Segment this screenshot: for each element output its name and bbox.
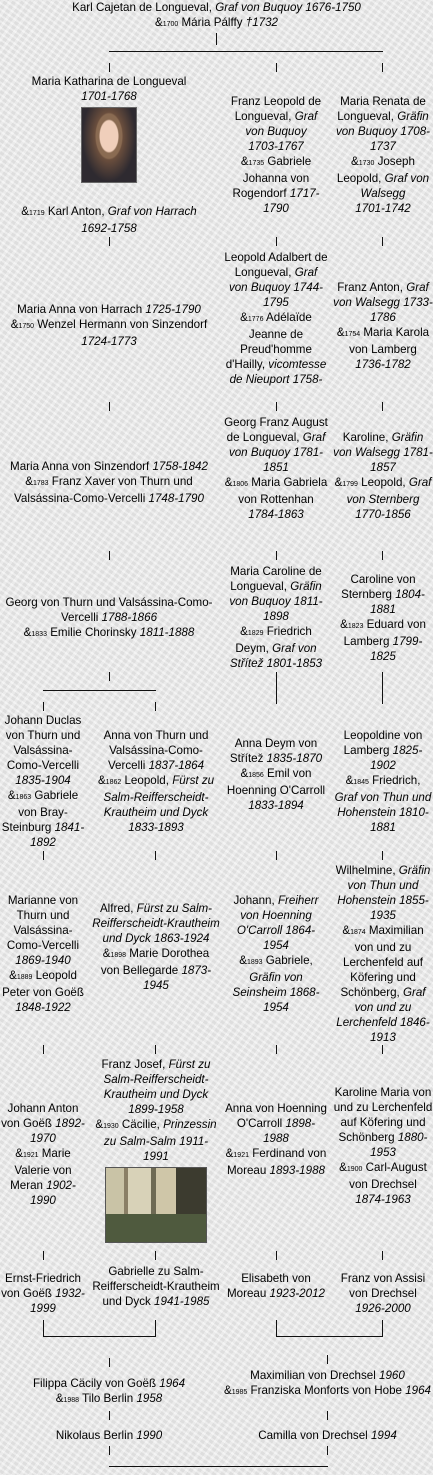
connector-line [155,1320,156,1336]
person-marianne-thurn [0,893,86,1015]
text-run: Leopoldine von Lamberg [343,729,423,757]
text-run: & [239,954,247,967]
person-text [92,1057,220,1164]
text-run: 1758-1842 [152,460,208,473]
text-run: Graf von Harrach [107,205,197,218]
text-run: Elisabeth von Moreau [227,1272,311,1300]
text-run: 1748-1790 [148,492,204,505]
text-run: Georg Franz August de Longueval, [224,416,328,444]
connector-line [382,63,383,72]
text-run: Johann Duclas von Thurn und Valsássina-Como-Vercelli [4,714,82,772]
text-run: Maria Karola von Lamberg [349,326,430,356]
text-run: & [25,475,33,488]
text-run: 1889 [16,974,33,981]
connector-line [109,402,110,411]
text-run: & [240,155,249,168]
text-run: 1862 [105,779,122,786]
text-run: & [21,205,30,218]
text-run: 1921 [233,1152,249,1159]
connector-line [382,402,383,411]
text-run: 1811-1888 [139,626,195,639]
text-run: Marie Dorothea von Bellegarde [100,947,210,977]
connector-line [382,237,383,246]
person-franz-anton [333,280,433,372]
text-run: Leopold, [357,476,409,489]
person-anna-thurn [92,728,220,835]
text-run: Gräfin von Buquoy 1811-1898 [229,580,323,623]
text-run: 1985 [231,1389,248,1396]
text-run: 1823 [347,623,364,630]
person-camilla [222,1428,433,1443]
text-run: Fürst zu Salm-Reifferscheidt-Krautheim und Dyck 1863-1924 [92,902,220,945]
text-run: 1941-1985 [154,1295,210,1308]
person-johann-hoenning [224,893,328,1015]
spouse-karl-anton [0,204,218,236]
text-run: 1892-1970 [30,1117,85,1145]
text-run: 1923-2012 [269,1287,325,1300]
text-run: Karl Anton, [44,205,108,218]
text-run: 1898-1988 [263,1117,316,1145]
text-run: & [10,318,19,331]
person-leopold-adalbert [224,250,328,387]
text-run: 1750 [18,323,35,330]
root-spouse [0,15,433,32]
text-run: & [339,1161,347,1174]
text-run: Graf von Buquoy 1781-1851 [228,431,326,474]
connector-line [382,551,383,560]
text-run: Maria Renata de Longueval, [337,95,426,123]
text-run: & [225,1147,234,1160]
text-run: 1724-1773 [81,335,137,348]
text-run: Karoline, [342,431,392,444]
text-run: Gabriele Johanna von Rogendorf [232,155,312,200]
text-run: Franz Josef, [101,1058,169,1071]
text-run: Carl-August von Drechsel [349,1161,427,1191]
text-run: Joseph Leopold, [336,155,415,185]
text-run: 1990 [136,1429,163,1442]
text-run: 1703-1767 [248,140,304,153]
text-run: Fürst zu Salm-Reifferscheidt-Krautheim und Dyck 1899-1958 [103,1058,211,1116]
text-run: 1717-1790 [263,187,320,215]
text-run: 1921 [22,1152,39,1159]
text-run: Graf von Sternberg 1770-1856 [346,476,432,521]
connector-line [109,237,110,246]
connector-line [43,1045,44,1054]
person-ernst-friedrich [0,1271,86,1316]
connector-line [382,851,383,860]
text-run: Anna von Thurn und Valsássina-Como-Vercelli [103,729,209,772]
text-run: Graf von und zu Lerchenfeld 1846-1913 [336,986,430,1044]
text-run: Karoline Maria von und zu Lerchenfeld auf Köfering und Schönberg [333,1086,433,1144]
text-run: 1725-1790 [145,303,201,316]
text-run: Franz Xaver von Thurn und Valsássina-Como-Vercelli [14,475,193,505]
connector-line [109,672,110,681]
text-run: Graf von Buquoy 1676-1750 [215,1,361,14]
text-run: & [15,1147,23,1160]
text-run: 1754 [344,331,361,338]
connector-line [276,1251,277,1260]
text-run: 1776 [247,316,264,323]
text-run: Friedrich, [368,774,421,787]
person-maria-anna-sinzendorf [0,459,218,506]
text-run: 1964 [405,1384,431,1397]
connector-line [276,851,277,860]
text-run: Franziska Monforts von Hobe [247,1384,406,1397]
text-run: 1719 [29,210,45,217]
text-run: 1958 [136,1392,163,1405]
text-run: Graf von Walsegg 1733-1786 [333,281,433,324]
connector-line [43,1336,156,1337]
person-karoline-walsegg [333,430,433,522]
person-leopoldine-lamberg [333,728,433,835]
text-run: 1988 [63,1397,80,1404]
text-run: Johann, [233,894,278,907]
person-franz-josef [92,1057,220,1246]
person-wilhelmine-thun [333,863,433,1045]
text-run: Marie Valerie von Meran [10,1147,72,1192]
text-run: 1869-1940 [15,954,71,967]
text-run: & [351,155,359,168]
connector-line [276,237,277,246]
text-run: 1911-1991 [143,1135,209,1163]
text-run: Graf von Střítež [229,642,317,670]
connector-line [109,1466,328,1467]
text-run: & [154,16,163,29]
person-karoline-maria [333,1085,433,1207]
connector-line [109,63,110,72]
text-run: 1874 [350,929,366,936]
text-run: Maria Caroline de Longueval, [230,565,322,593]
text-run: & [345,774,354,787]
root-person [0,0,433,15]
connector-line [216,33,217,45]
text-run: 1692-1758 [81,222,137,235]
connector-line [43,1320,44,1336]
text-run: 1893 [246,959,263,966]
text-run: Marianne von Thurn und Valsássina-Como-Vercelli [6,894,80,952]
connector-line [327,1411,328,1420]
text-run: Mária Pálffy [178,16,246,29]
text-run: Gräfin von Buquoy 1708-1737 [335,110,431,153]
text-run: 1845 [353,779,369,786]
text-run: Maria Katharina de Longueval [31,75,187,88]
text-run: 1806 [232,481,249,488]
text-run: 1701-1768 [81,90,137,103]
text-run: Franz Leopold de Longueval, [230,95,322,123]
text-run: 1829 [247,630,264,637]
text-run: Maximilian von Drechsel [250,1369,380,1382]
text-run: & [55,1392,64,1405]
text-run: Leopold Peter von Goëß [2,969,84,999]
text-run: 1736-1782 [355,358,411,371]
connector-line [43,1251,44,1260]
connector-line [276,1045,277,1054]
person-text [0,74,218,104]
text-run: Franz von Assisi von Drechsel [340,1272,426,1300]
person-johann-duclas [0,713,86,850]
text-run: 1783 [33,480,49,487]
person-filippa [0,1376,218,1408]
text-run: 1788-1866 [101,611,158,624]
text-run: Nikolaus Berlin [55,1429,137,1442]
text-run: 1825-1902 [370,744,423,772]
text-run: 1841-1892 [30,821,85,849]
person-maria-renata [333,94,433,216]
connector-line [276,551,277,560]
person-anna-hoenning [224,1101,328,1178]
person-franz-von-assisi [333,1271,433,1316]
connector-line [382,672,383,704]
connector-line [276,63,277,72]
text-run: 1932-1999 [30,1287,85,1315]
text-run: Tilo Berlin [79,1392,137,1405]
text-run: & [7,789,16,802]
person-maximilian [222,1368,433,1400]
text-run: 1960 [379,1369,405,1382]
text-run: 1730 [358,160,375,167]
text-run: 1856 [248,772,264,779]
connector-line [155,851,156,860]
text-run: & [23,626,32,639]
text-run: 1900 [346,1166,363,1173]
text-run: Wenzel Hermann von Sinzendorf [34,318,208,331]
connector-line [276,672,277,704]
text-run: Johann Anton von Goëß [1,1102,79,1130]
connector-line [155,702,156,711]
text-run: Eduard von Lamberg [343,618,426,648]
connector-line [276,402,277,411]
connector-line [109,1358,110,1367]
text-run: 1833 [31,631,47,638]
text-run: Graf von Buquoy [245,110,318,138]
text-run: Maria Anna von Sinzendorf [10,460,153,473]
connector-line [43,690,156,691]
connector-line [327,1446,328,1455]
text-run: Emilie Chorinsky [46,626,140,639]
connector-line [43,851,44,860]
text-run: Alfred, [99,902,137,915]
text-run: Prinzessin zu Salm-Salm [103,1118,217,1148]
text-run: 1893-1988 [269,1164,325,1177]
text-run: 1837-1864 [148,759,205,772]
text-run: & [95,1118,104,1131]
text-run: Gabriele, [262,954,313,967]
text-run: & [340,618,348,631]
text-run: 1700 [162,21,179,28]
text-run: Graf von Thun und Hohenstein 1810-1881 [334,791,432,834]
person-gabrielle-salm [92,1264,220,1309]
text-run: & [240,625,248,638]
text-run: & [224,1384,232,1397]
person-maria-caroline [224,564,328,671]
text-run: 1835-1904 [15,774,71,787]
connector-line [276,1336,383,1337]
text-run: Leopold, [121,774,173,787]
connector-line [109,551,110,560]
person-georg-thurn [0,595,218,642]
text-run: 1801-1853 [266,657,323,670]
person-maria-anna-harrach [0,302,218,349]
text-run: 1735 [248,160,265,167]
castle-photo [105,1167,207,1243]
text-run: 1880-1953 [370,1131,428,1159]
text-run: 1964 [159,1377,186,1390]
person-georg-franz-august [224,415,328,522]
text-run: Friedrich Deym, [235,625,312,655]
text-run: Maximilian von und zu Lerchenfeld auf Köfering und Schönberg, [340,924,424,999]
text-run: Ernst-Friedrich von Goëß [1,1272,82,1300]
text-run: 1799 [342,481,358,488]
connector-line [327,1355,328,1364]
text-run: 1898 [110,952,127,959]
text-run: Anna von Hoenning O'Carroll [225,1102,327,1130]
text-run: Gräfin von Walsegg 1781-1857 [333,431,433,474]
text-run: Wilhelmine, [335,864,399,877]
text-run: Cäcilie, [118,1118,164,1131]
text-run: vicomtesse de Nieuport 1758- [229,358,327,386]
portrait-image [81,107,137,183]
text-run: Leopold Adalbert de Longueval, [224,251,328,279]
text-run: Graf von Walsegg [360,172,430,200]
text-run: 1701-1742 [355,202,411,215]
connector-line [43,702,44,711]
text-run: Maria Anna von Harrach [17,303,146,316]
connector-line [382,1045,383,1054]
person-johann-anton [0,1101,86,1208]
person-caroline-sternberg [333,572,433,664]
text-run: 1926-2000 [355,1302,411,1315]
person-nikolaus [0,1428,218,1443]
connector-line [155,1251,156,1260]
text-run: Georg von Thurn und Valsássina-Como-Vercelli [5,596,213,624]
text-run: Adélaïde Jeanne de Preud'homme d'Hailly, [225,311,312,371]
text-run: 1930 [103,1123,119,1130]
text-run: & [240,767,249,780]
connector-line [109,1411,110,1420]
text-run: Emil von Hoenning O'Carroll [226,767,326,797]
text-run: Gabriele von Bray-Steinburg [1,789,79,834]
text-run: & [342,924,351,937]
text-run: & [240,311,248,324]
connector-line [109,51,383,52]
text-run: Graf von Buquoy 1744-1795 [228,266,324,309]
person-alfred-salm [92,901,220,993]
text-run: 1799-1825 [370,635,423,663]
text-run: Anna Deym von Střítež [229,737,318,765]
person-anna-deym [224,736,328,813]
text-run: 1833-1894 [248,799,304,812]
text-run: 1784-1863 [248,508,304,521]
person-maria-katharina [0,74,218,186]
connector-line [155,1045,156,1054]
text-run: Gräfin von Thun und Hohenstein 1855-1935 [337,864,431,922]
text-run: & [334,476,343,489]
text-run: 1863 [15,794,32,801]
text-run: Filippa Cäcily von Goëß [32,1377,160,1390]
text-run: & [102,947,111,960]
text-run: 1848-1922 [15,1001,71,1014]
text-run: 1902-1990 [30,1179,76,1207]
text-run: Freiherr von Hoenning O'Carroll 1864-1954 [236,894,319,952]
text-run: & [97,774,106,787]
text-run: Karl Cajetan de Longueval, [72,1,216,14]
text-run: & [9,969,17,982]
connector-line [276,1320,277,1336]
text-run: Franz Anton, [337,281,407,294]
connector-line [382,1251,383,1260]
person-elisabeth-moreau [224,1271,328,1301]
text-run: Maria Gabriela von Rottenhan [238,476,328,506]
text-run: & [224,476,233,489]
person-franz-leopold [224,94,328,216]
text-run: Gräfin von Seinsheim 1868-1954 [232,971,320,1014]
text-run: Caroline von Sternberg [341,573,416,601]
text-run: Gabrielle zu Salm-Reifferscheidt-Krautheim und Dyck [92,1265,220,1308]
text-run: 1874-1963 [355,1193,411,1206]
text-run: 1835-1870 [266,752,323,765]
text-run: 1804-1881 [370,588,425,616]
connector-line [109,1446,110,1455]
text-run: & [336,326,345,339]
text-run: 1873-1945 [143,964,212,992]
text-run: Ferdinand von Moreau [227,1147,327,1177]
connector-line [382,1320,383,1336]
text-run: Fürst zu Salm-Reifferscheidt-Krautheim und Dyck 1833-1893 [103,774,215,834]
text-run: 1994 [370,1429,397,1442]
text-run: †1732 [245,16,278,29]
text-run: Camilla von Drechsel [258,1429,371,1442]
